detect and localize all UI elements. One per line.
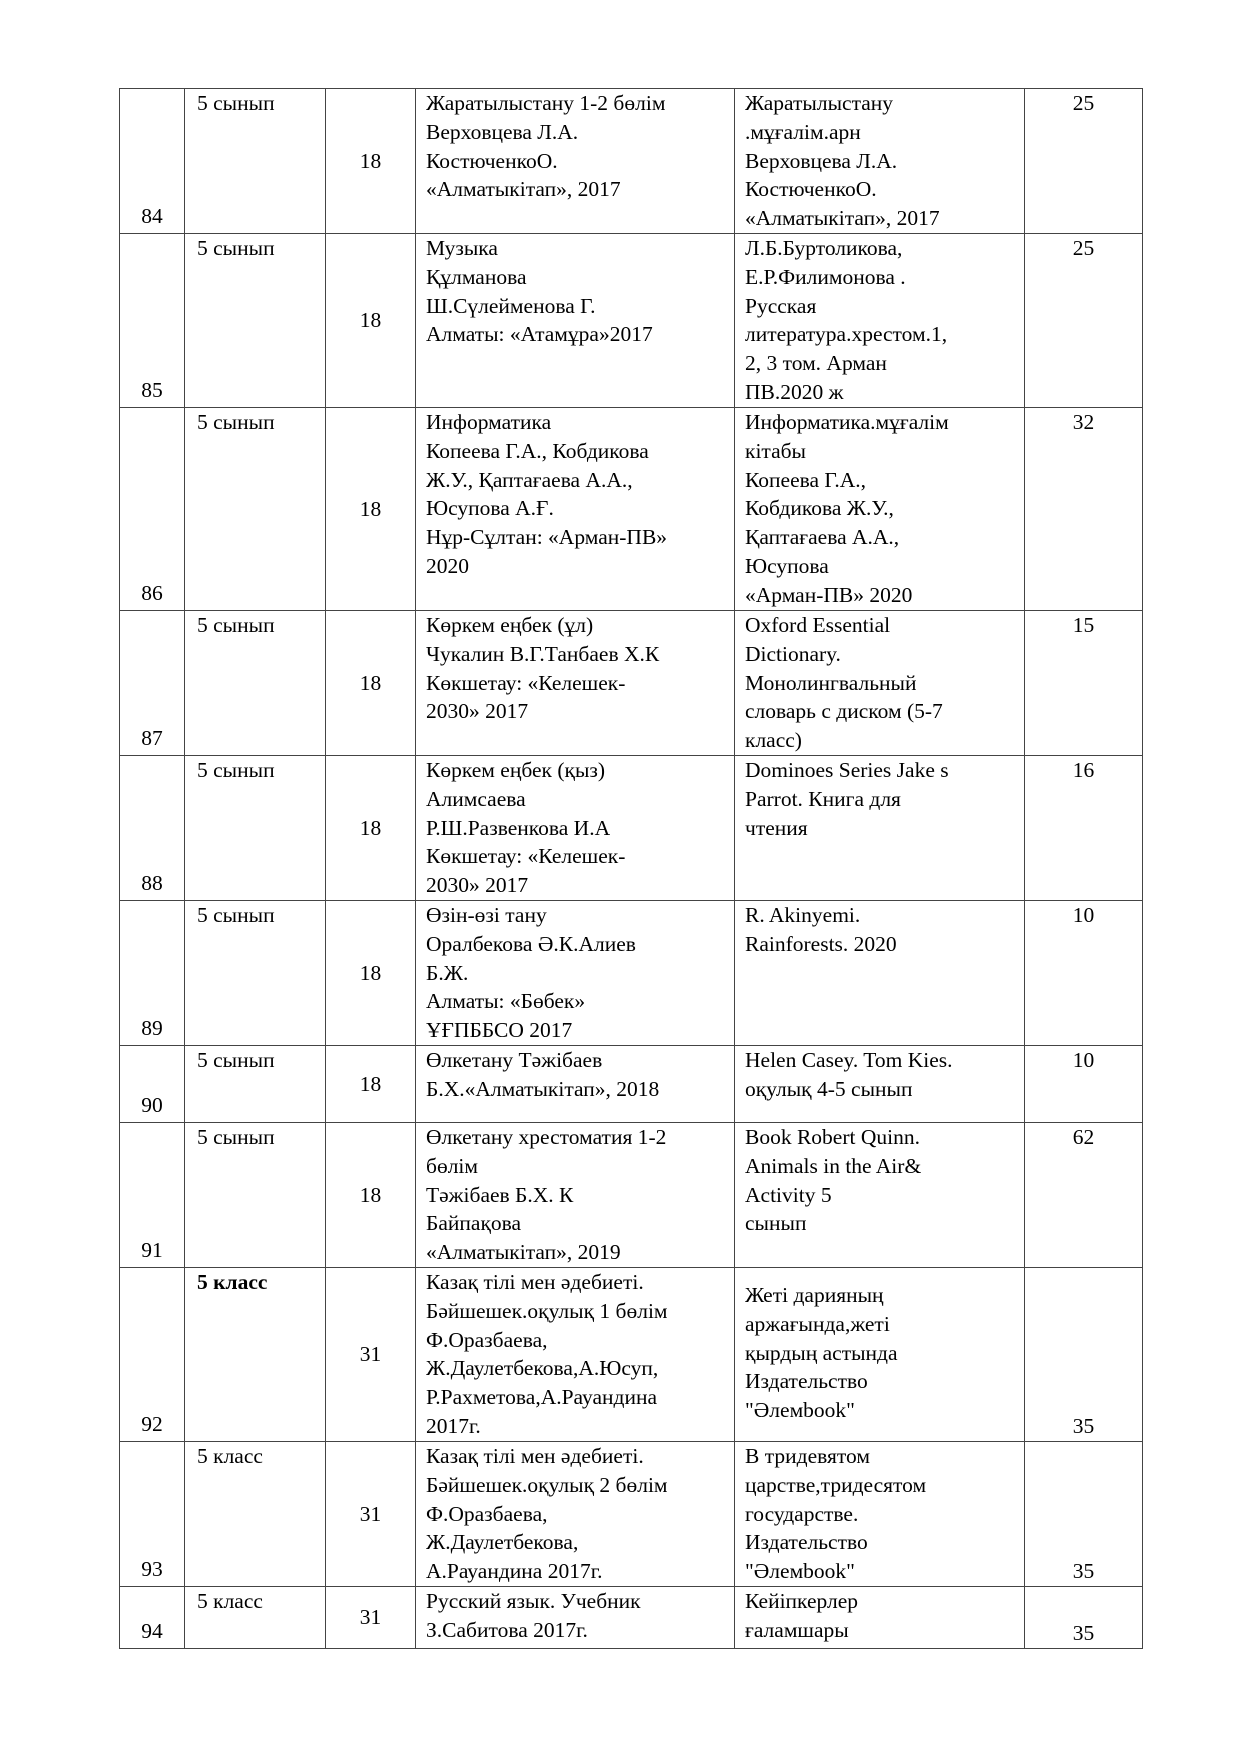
count-value: 25 (1072, 236, 1095, 260)
table-row (120, 1587, 1143, 1649)
supplementary-cell: Информатика.мұғалім кітабы Копеева Г.А., Кобдикова Ж.У., Қаптағаева А.А., Юсупова «Арман-ПВ» 2020 (735, 408, 1025, 611)
count-cell (1025, 756, 1143, 901)
row-number-cell (120, 1123, 185, 1268)
count-value: 25 (1072, 91, 1095, 115)
supplementary-cell: Кейіпкерлер ғаламшары (735, 1587, 1025, 1649)
hours-cell: 18 (326, 234, 416, 408)
row-number-cell (120, 1268, 185, 1442)
class-cell: 5 сынып (185, 901, 326, 1046)
table-row (120, 756, 1143, 901)
textbook-cell: Көркем еңбек (ұл) Чукалин В.Г.Танбаев Х.К Көкшетау: «Келешек- 2030» 2017 (416, 611, 735, 756)
count-cell (1025, 408, 1143, 611)
class-cell: 5 класс (185, 1587, 326, 1649)
count-value: 35 (1072, 1621, 1095, 1646)
supplementary-cell: Л.Б.Буртоликова, Е.Р.Филимонова . Русская литература.хрестом.1, 2, 3 том. Арман ПВ.2020 ж (735, 234, 1025, 408)
textbook-table (119, 88, 1143, 1649)
row-number-cell (120, 1587, 185, 1649)
count-value: 15 (1072, 613, 1095, 637)
supplementary-cell: В тридевятом царстве,тридесятом государстве. Издательство "Әлемbook" (735, 1442, 1025, 1587)
table-row (120, 1123, 1143, 1268)
row-number: 84 (141, 204, 163, 229)
row-number-cell (120, 611, 185, 756)
class-cell: 5 сынып (185, 89, 326, 234)
supplementary-cell: Жаратылыстану .мұғалім.арн Верховцева Л.А. КостюченкоО. «Алматыкітап», 2017 (735, 89, 1025, 234)
count-cell (1025, 1046, 1143, 1123)
textbook-cell: Казақ тілі мен әдебиеті. Бәйшешек.оқулық 2 бөлім Ф.Оразбаева, Ж.Даулетбекова, А.Рауандина 2017г. (416, 1442, 735, 1587)
count-cell (1025, 901, 1143, 1046)
row-number: 92 (141, 1412, 163, 1437)
count-value: 10 (1072, 1048, 1095, 1072)
table-row (120, 611, 1143, 756)
table-row (120, 234, 1143, 408)
row-number: 88 (141, 871, 163, 896)
hours-cell: 18 (326, 408, 416, 611)
hours-cell: 18 (326, 89, 416, 234)
class-cell: 5 сынып (185, 234, 326, 408)
hours-cell: 31 (326, 1268, 416, 1442)
supplementary-cell: Жеті дарияның аржағында,жеті қырдың астында Издательство "Әлемbook" (735, 1268, 1025, 1442)
class-cell: 5 сынып (185, 1123, 326, 1268)
hours-cell: 31 (326, 1442, 416, 1587)
count-value: 35 (1072, 1414, 1095, 1439)
count-cell (1025, 89, 1143, 234)
row-number: 89 (141, 1016, 163, 1041)
row-number-cell (120, 1046, 185, 1123)
hours-cell: 18 (326, 756, 416, 901)
row-number: 94 (141, 1619, 163, 1644)
count-value: 16 (1072, 758, 1095, 782)
class-cell: 5 сынып (185, 1046, 326, 1123)
row-number-cell (120, 901, 185, 1046)
count-cell (1025, 611, 1143, 756)
supplementary-cell: Dominoes Series Jake s Parrot. Книга для чтения (735, 756, 1025, 901)
table-row (120, 89, 1143, 234)
row-number: 90 (141, 1093, 163, 1118)
textbook-cell: Өзін-өзі тану Оралбекова Ә.К.Алиев Б.Ж. Алматы: «Бөбек» ҰҒПББСО 2017 (416, 901, 735, 1046)
hours-cell: 31 (326, 1587, 416, 1649)
table-row (120, 1442, 1143, 1587)
row-number-cell (120, 234, 185, 408)
row-number-cell (120, 89, 185, 234)
textbook-cell: Өлкетану Тәжібаев Б.Х.«Алматыкітап», 2018 (416, 1046, 735, 1123)
class-cell: 5 сынып (185, 408, 326, 611)
textbook-cell: Информатика Копеева Г.А., Кобдикова Ж.У., Қаптағаева А.А., Юсупова А.Ғ. Нұр-Сұлтан: «Арман-ПВ» 2020 (416, 408, 735, 611)
hours-cell: 18 (326, 901, 416, 1046)
table-row (120, 901, 1143, 1046)
supplementary-cell: Book Robert Quinn. Animals in the Air& Activity 5 сынып (735, 1123, 1025, 1268)
textbook-cell: Музыка Құлманова Ш.Сүлейменова Г. Алматы: «Атамұра»2017 (416, 234, 735, 408)
table-row (120, 1268, 1143, 1442)
row-number: 93 (141, 1557, 163, 1582)
row-number-cell (120, 408, 185, 611)
count-value: 35 (1072, 1559, 1095, 1584)
textbook-cell: Өлкетану хрестоматия 1-2 бөлім Тәжібаев Б.Х. К Байпақова «Алматыкітап», 2019 (416, 1123, 735, 1268)
textbook-cell: Казақ тілі мен әдебиеті. Бәйшешек.оқулық 1 бөлім Ф.Оразбаева, Ж.Даулетбекова,А.Юсуп, Р.Рахметова,А.Рауандина 2017г. (416, 1268, 735, 1442)
supplementary-cell: Helen Casey. Tom Kies. оқулық 4-5 сынып (735, 1046, 1025, 1123)
count-cell (1025, 1123, 1143, 1268)
class-cell: 5 класс (185, 1268, 326, 1442)
class-cell: 5 класс (185, 1442, 326, 1587)
textbook-cell: Русский язык. Учебник З.Сабитова 2017г. (416, 1587, 735, 1649)
count-value: 10 (1072, 903, 1095, 927)
table-row (120, 408, 1143, 611)
row-number: 85 (141, 378, 163, 403)
row-number-cell (120, 1442, 185, 1587)
supplementary-cell: R. Akinyemi. Rainforests. 2020 (735, 901, 1025, 1046)
row-number-cell (120, 756, 185, 901)
class-cell: 5 сынып (185, 756, 326, 901)
hours-cell: 18 (326, 611, 416, 756)
row-number: 87 (141, 726, 163, 751)
count-cell (1025, 1442, 1143, 1587)
supplementary-cell: Oxford Essential Dictionary. Монолингвальный словарь с диском (5-7 класс) (735, 611, 1025, 756)
count-cell (1025, 234, 1143, 408)
count-cell (1025, 1587, 1143, 1649)
hours-cell: 18 (326, 1046, 416, 1123)
textbook-cell: Көркем еңбек (қыз) Алимсаева Р.Ш.Развенкова И.А Көкшетау: «Келешек- 2030» 2017 (416, 756, 735, 901)
hours-cell: 18 (326, 1123, 416, 1268)
class-cell: 5 сынып (185, 611, 326, 756)
table-row (120, 1046, 1143, 1123)
row-number: 86 (141, 581, 163, 606)
textbook-cell: Жаратылыстану 1-2 бөлім Верховцева Л.А. КостюченкоО. «Алматыкітап», 2017 (416, 89, 735, 234)
row-number: 91 (141, 1238, 163, 1263)
count-cell (1025, 1268, 1143, 1442)
count-value: 32 (1072, 410, 1095, 434)
count-value: 62 (1072, 1125, 1095, 1149)
